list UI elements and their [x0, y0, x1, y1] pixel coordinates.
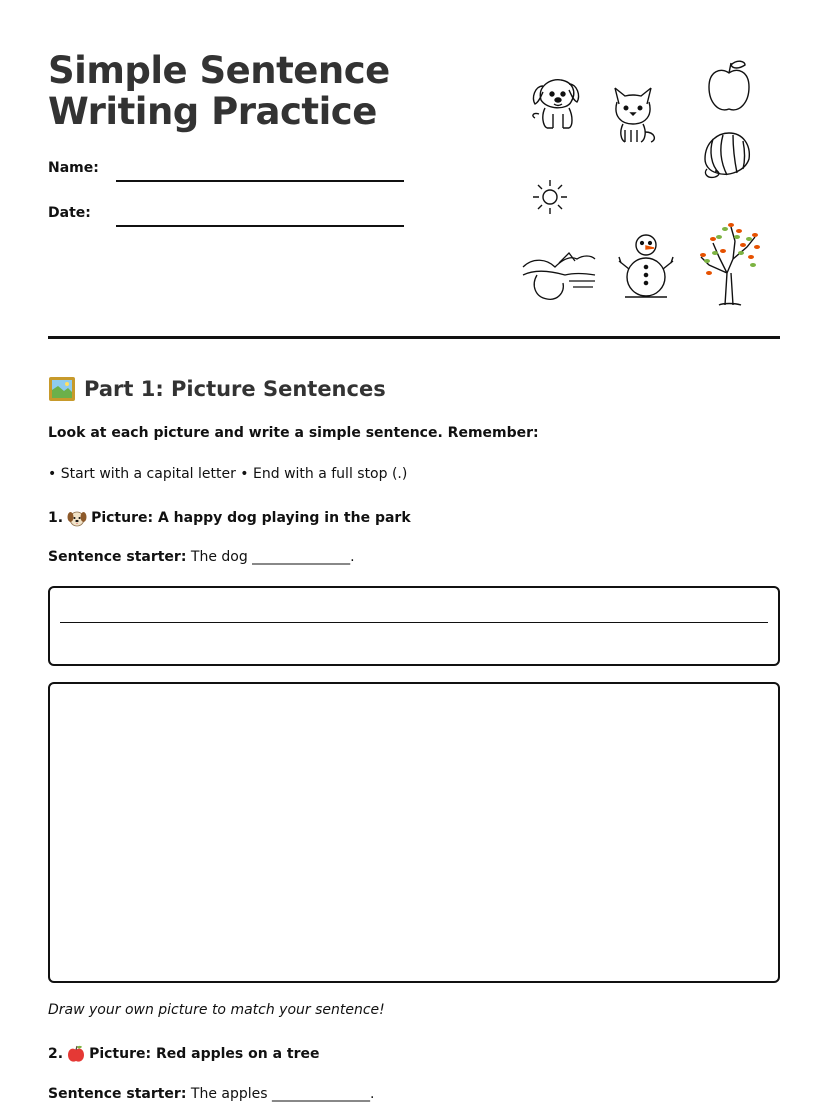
instruction-text: Look at each picture and write a simple sentence. Remember: — [48, 425, 539, 441]
seashell-icon — [699, 129, 755, 181]
framed-picture-icon — [48, 376, 76, 402]
answer-writing-line — [60, 622, 768, 623]
sun-icon — [530, 177, 570, 217]
section-divider — [48, 336, 780, 339]
apple-icon — [705, 57, 753, 115]
question-2 — [48, 1045, 319, 1063]
snowman-icon — [617, 233, 675, 299]
starter-2-label: Sentence starter: — [48, 1086, 187, 1102]
title-line-1: Simple Sentence — [48, 49, 390, 92]
starter-2-text: The apples ______________. — [186, 1086, 375, 1102]
name-field[interactable] — [116, 180, 404, 182]
cat-icon — [605, 80, 661, 146]
date-field[interactable] — [116, 225, 404, 227]
date-label: Date: — [48, 205, 91, 221]
starter-1-text: The dog ______________. — [186, 549, 355, 565]
red-apple-icon — [67, 1045, 85, 1063]
starter-1-label: Sentence starter: — [48, 549, 187, 565]
starter-2 — [48, 1086, 374, 1102]
draw-note: Draw your own picture to match your sentence! — [48, 1002, 385, 1018]
question-2-prompt: Picture: Red apples on a tree — [89, 1046, 320, 1062]
sentence-answer-box[interactable] — [48, 586, 780, 666]
question-2-number: 2. — [48, 1046, 64, 1062]
dog-icon — [525, 70, 587, 132]
drawing-box[interactable] — [48, 682, 780, 983]
hills-icon — [521, 245, 597, 303]
title-line-2: Writing Practice — [48, 90, 377, 133]
worksheet-title — [48, 50, 390, 132]
part1-heading — [48, 374, 386, 404]
question-1-prompt: Picture: A happy dog playing in the park — [91, 510, 411, 526]
dog-face-icon — [67, 509, 87, 527]
name-label: Name: — [48, 160, 99, 176]
rules-text: • Start with a capital letter • End with a full stop (.) — [48, 466, 408, 482]
illustration-panel — [515, 55, 785, 315]
question-1 — [48, 509, 411, 527]
question-1-number: 1. — [48, 510, 64, 526]
part1-title: Part 1: Picture Sentences — [84, 377, 386, 401]
autumn-tree-icon — [695, 217, 765, 307]
starter-1 — [48, 549, 355, 565]
